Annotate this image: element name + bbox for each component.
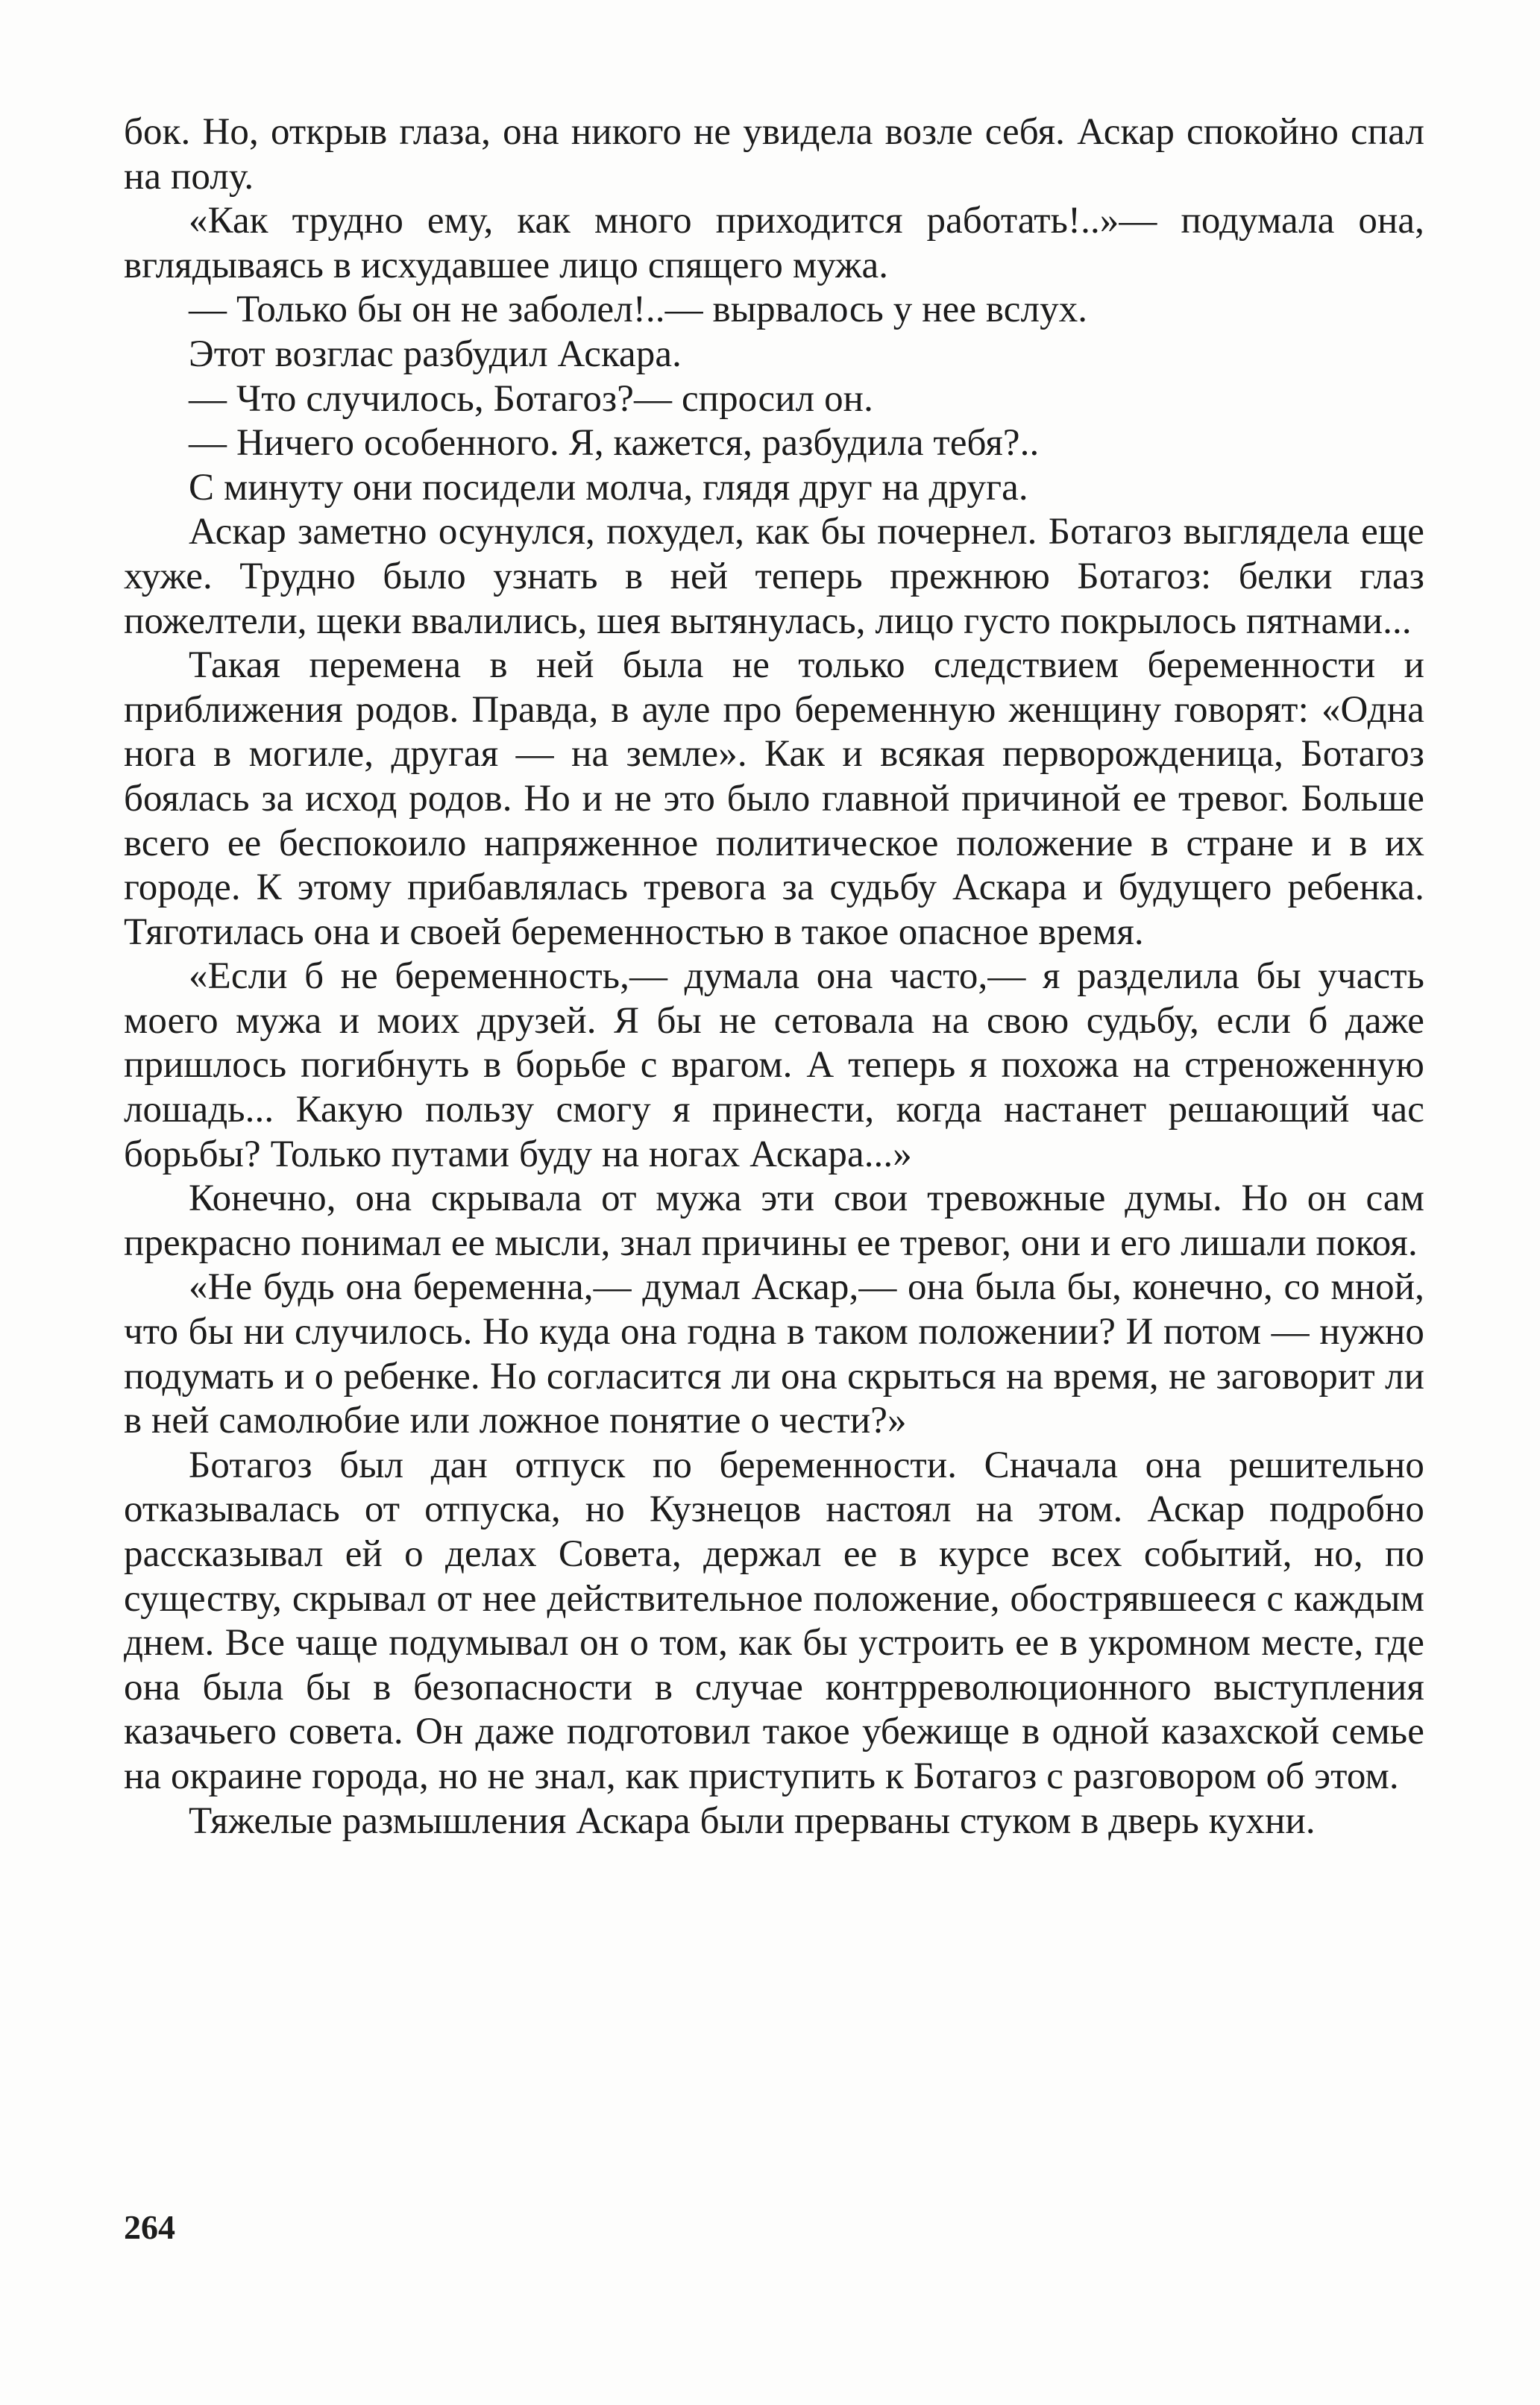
paragraph: Тяжелые размышления Аскара были прерваны стуком в дверь кухни. <box>189 1799 1316 1842</box>
paragraph: Этот возглас разбудил Аскара. <box>189 333 682 375</box>
paragraph: Такая перемена в ней была не только следствием беременности и приближения родов. Правда, в ауле про беременную женщину говорят: «Одна нога в могиле, другая — на земле». Как и всякая перворожденица, Ботагоз боялась за исход родов. Но и не это было главной причиной ее тревог. Больше всего ее беспокоило напряженное политическое положение в стране и в их городе. К этому прибавлялась тревога за судьбу Аскара и будущего ребенка. Тяготилась она и своей беременностью в такое опасное время. <box>124 644 1424 953</box>
paragraph: Конечно, она скрывала от мужа эти свои тревожные думы. Но он сам прекрасно понимал ее мысли, знал причины ее тревог, они и его лишали покоя. <box>124 1178 1424 1264</box>
paragraph: «Не будь она беременна,— думал Аскар,— она была бы, конечно, со мной, что бы ни случилось. Но куда она годна в таком положении? И потом — нужно подумать и о ребенке. Но согласится ли она скрыться на время, не заговорит ли в ней самолюбие или ложное понятие о чести?» <box>124 1266 1424 1442</box>
paragraph: «Как трудно ему, как много приходится работать!..»— подумала она, вглядываясь в исхудавшее лицо спящего мужа. <box>124 200 1424 286</box>
page-body-text <box>124 110 1424 1843</box>
paragraph: — Ничего особенного. Я, кажется, разбудила тебя?.. <box>189 422 1040 465</box>
paragraph: — Что случилось, Ботагоз?— спросил он. <box>189 377 873 420</box>
paragraph: Аскар заметно осунулся, похудел, как бы почернел. Ботагоз выглядела еще хуже. Трудно было узнать в ней теперь прежнюю Ботагоз: белки глаз пожелтели, щеки ввалились, шея вытянулась, лицо густо покрылось пятнами... <box>124 511 1424 642</box>
paragraph: — Только бы он не заболел!..— вырвалось у нее вслух. <box>189 289 1088 331</box>
paragraph: С минуту они посидели молча, глядя друг на друга. <box>189 466 1028 509</box>
paragraph: Ботагоз был дан отпуск по беременности. Сначала она решительно отказывалась от отпуска, но Кузнецов настоял на этом. Аскар подробно рассказывал ей о делах Совета, держал ее в курсе всех событий, но, по существу, скрывал от нее действительное положение, обострявшееся с каждым днем. Все чаще подумывал он о том, как бы устроить ее в укромном месте, где она была бы в безопасности в случае контрреволюционного выступления казачьего совета. Он даже подготовил такое убежище в одной казахской семье на окраине города, но не знал, как приступить к Ботагоз с разговором об этом. <box>124 1444 1424 1797</box>
paragraph: «Если б не беременность,— думала она часто,— я разделила бы участь моего мужа и моих друзей. Я бы не сетовала на свою судьбу, если б даже пришлось погибнуть в борьбе с врагом. А теперь я похожа на стреноженную лошадь... Какую пользу смогу я принести, когда настанет решающий час борьбы? Только путами буду на ногах Аскара...» <box>124 955 1424 1175</box>
page-number: 264 <box>124 2208 175 2246</box>
paragraph: бок. Но, открыв глаза, она никого не увидела возле себя. Аскар спокойно спал на полу. <box>124 111 1424 198</box>
